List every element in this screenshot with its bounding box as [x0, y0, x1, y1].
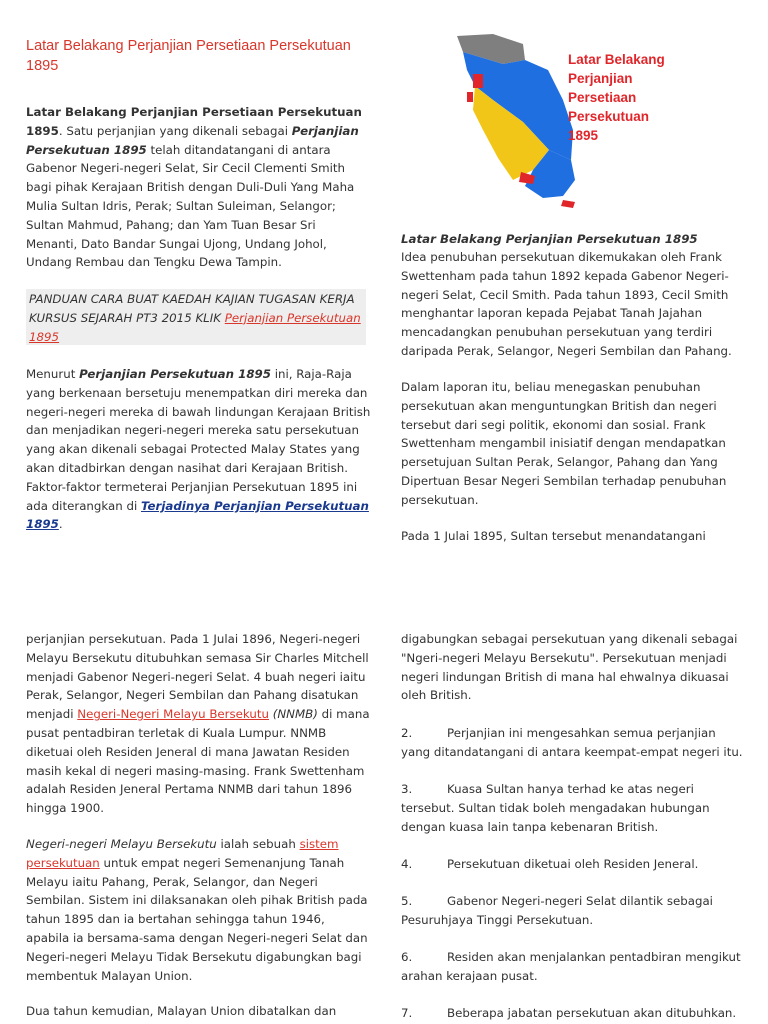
- map-caption-line-5: 1895: [568, 128, 599, 143]
- bl-p2-text-b: untuk empat negeri Semenanjung Tanah Melayu iaitu Pahang, Perak, Selangor, dan Negeri Sembilan. Sistem ini dilaksanakan oleh pihak British pada tahun 1895 dan ia bertahan sehingga tahun 1946, apabila ia bersama-sama dengan Negeri-negeri Selat dan Negeri-negeri Melayu Tidak Bersekutu digabungkan bagi membentuk Malayan Union.: [26, 855, 368, 983]
- bl-p1-text-c: di mana pusat pentadbiran terletak di Kuala Lumpur. NNMB diketuai oleh Residen Jeneral di mana Jawatan Residen masih kekal di negeri masing-masing. Frank Swettenham adalah Residen Jeneral Pertama NNMB dari tahun 1896 hingga 1900.: [26, 707, 370, 816]
- list-text: Gabenor Negeri-negeri Selat dilantik sebagai Pesuruhjaya Tinggi Persekutuan.: [401, 894, 713, 927]
- list-number: 7.: [401, 1006, 413, 1020]
- agreement-paragraph: [26, 365, 371, 534]
- list-item: [401, 724, 746, 762]
- para2-text-2: ini, Raja-Raja yang berkenaan bersetuju menempatkan diri mereka dan negeri-negeri mereka di bawah lindungan Kerajaan British dan menjadikan negeri-negeri mereka satu persekutuan yang akan dikenali sebagai Protected Malay States yang akan ditadbirkan dengan nasihat dari Kerajaan British. Faktor-faktor termeterai Perjanjian Persekutuan 1895 ini ada diterangkan di: [26, 367, 371, 513]
- para2-text-3: .: [58, 517, 63, 532]
- guide-text: PANDUAN CARA BUAT KAEDAH KAJIAN TUGASAN KERJA KURSUS SEJARAH PT3 2015 KLIK: [29, 292, 355, 325]
- list-item: [401, 892, 746, 930]
- list-item: [401, 780, 746, 836]
- intro-text-1: . Satu perjanjian yang dikenali sebagai: [58, 123, 292, 138]
- bottom-right-paragraph-1: digabungkan sebagai persekutuan yang dikenali sebagai "Ngeri-negeri Melayu Bersekutu". Persekutuan menjadi negeri lindungan British di mana hal ehwalnya dikuasai oleh British.: [401, 632, 738, 703]
- list-text: Beberapa jabatan persekutuan akan ditubuhkan.: [447, 1006, 737, 1020]
- bl-p1-text-a: perjanjian persekutuan. Pada 1 Julai 1896, Negeri-negeri Melayu Bersekutu ditubuhkan semasa Sir Charles Mitchell menjadi Gabenor Negeri-negeri Selat. 4 buah negeri iaitu Perak, Selangor, Negeri Sembilan dan Pahang disatukan menjadi: [26, 632, 369, 722]
- list-number: 6.: [401, 950, 413, 964]
- map-caption-line-2: Perjanjian: [568, 71, 633, 86]
- list-item: [401, 855, 746, 874]
- right-heading: [401, 230, 736, 249]
- guide-link[interactable]: Perjanjian Persekutuan 1895: [29, 310, 361, 344]
- list-text: Residen akan menjalankan pentadbiran mengikut arahan kerajaan pusat.: [401, 950, 741, 983]
- list-number: 3.: [401, 782, 413, 796]
- bl-p2-italic: Negeri-negeri Melayu Bersekutu: [26, 837, 217, 851]
- map-caption-line-3: Persetiaan: [568, 90, 637, 105]
- list-item: [401, 1004, 746, 1023]
- list-number: 4.: [401, 857, 413, 871]
- intro-bold-lead: Latar Belakang Perjanjian Persetiaan Persekutuan 1895: [26, 105, 362, 138]
- list-text: Perjanjian ini mengesahkan semua perjanjian yang ditandatangani di antara keempat-empat negeri itu.: [401, 726, 743, 759]
- intro-agreement-name: Perjanjian Persekutuan 1895: [26, 123, 359, 157]
- map-caption-line-1: Latar Belakang: [568, 52, 665, 67]
- list-text: Persekutuan diketuai oleh Residen Jeneral.: [447, 857, 699, 871]
- bottom-left-paragraph-2: [26, 835, 371, 985]
- right-paragraph-1: Idea penubuhan persekutuan dikemukakan oleh Frank Swettenham pada tahun 1892 kepada Gabenor Negeri-negeri Selat, Cecil Smith. Pada tahun 1893, Cecil Smith menghantar laporan kepada Pejabat Tanah Jajahan mencadangkan penubuhan persekutuan yang terdiri daripada Perak, Selangor, Negeri Sembilan dan Pahang.: [401, 250, 732, 358]
- right-paragraph-2: Dalam laporan itu, beliau menegaskan penubuhan persekutuan akan menguntungkan British dan negeri tersebut dari segi politik, ekonomi dan sosial. Frank Swettenham mengambil inisiatif dengan mendapatkan persetujuan Sultan Perak, Selangor, Pahang dan Yang Dipertuan Besar Negeri Sembilan terhadap penubuhan persekutuan.: [401, 380, 727, 507]
- map-region-red-singapore: [561, 200, 575, 208]
- bottom-left-paragraph-3: Dua tahun kemudian, Malayan Union dibatalkan dan: [26, 1004, 337, 1018]
- right-paragraph-3: Pada 1 Julai 1895, Sultan tersebut menandatangani: [401, 529, 706, 543]
- malaya-map-image: [453, 30, 693, 216]
- map-caption-line-4: Persekutuan: [568, 109, 650, 124]
- bl-p2-text-a: ialah sebuah: [216, 837, 300, 851]
- list-item: [401, 948, 746, 986]
- para2-text-1: Menurut: [26, 367, 80, 381]
- guide-box: [26, 289, 366, 345]
- list-number: 2.: [401, 726, 413, 740]
- sistem-persekutuan-link[interactable]: sistem persekutuan: [26, 837, 339, 870]
- page-title: Latar Belakang Perjanjian Persetiaan Persekutuan 1895: [26, 38, 351, 74]
- intro-text-2: telah ditandatangani di antara Gabenor Negeri-negeri Selat, Sir Cecil Clementi Smith bagi pihak Kerajaan British dengan Duli-Duli Yang Maha Mulia Sultan Idris, Perak; Sultan Suleiman, Selangor; Sultan Mahmud, Pahang; dan Yam Tuan Besar Sri Menanti, Dato Bandar Sungai Ujong, Undang Johol, Undang Rembau dan Tengku Dewa Tampin.: [26, 142, 355, 270]
- para2-agreement-name: Perjanjian Persekutuan 1895: [79, 367, 271, 381]
- list-number: 5.: [401, 894, 413, 908]
- intro-paragraph: [26, 103, 366, 272]
- list-text: Kuasa Sultan hanya terhad ke atas negeri tersebut. Sultan tidak boleh mengadakan hubungan dengan kuasa lain tanpa kebenaran British.: [401, 782, 710, 834]
- nnmb-abbrev: (NNMB): [268, 707, 318, 722]
- bottom-left-paragraph-1: [26, 630, 371, 818]
- terjadinya-link[interactable]: Terjadinya Perjanjian Persekutuan 1895: [26, 498, 369, 532]
- right-heading-text: Latar Belakang Perjanjian Persekutuan 1895: [401, 232, 698, 246]
- map-region-red-dindings: [467, 92, 473, 102]
- map-region-red-penang: [473, 74, 483, 88]
- nnmb-link[interactable]: Negeri-Negeri Melayu Bersekutu: [77, 707, 269, 722]
